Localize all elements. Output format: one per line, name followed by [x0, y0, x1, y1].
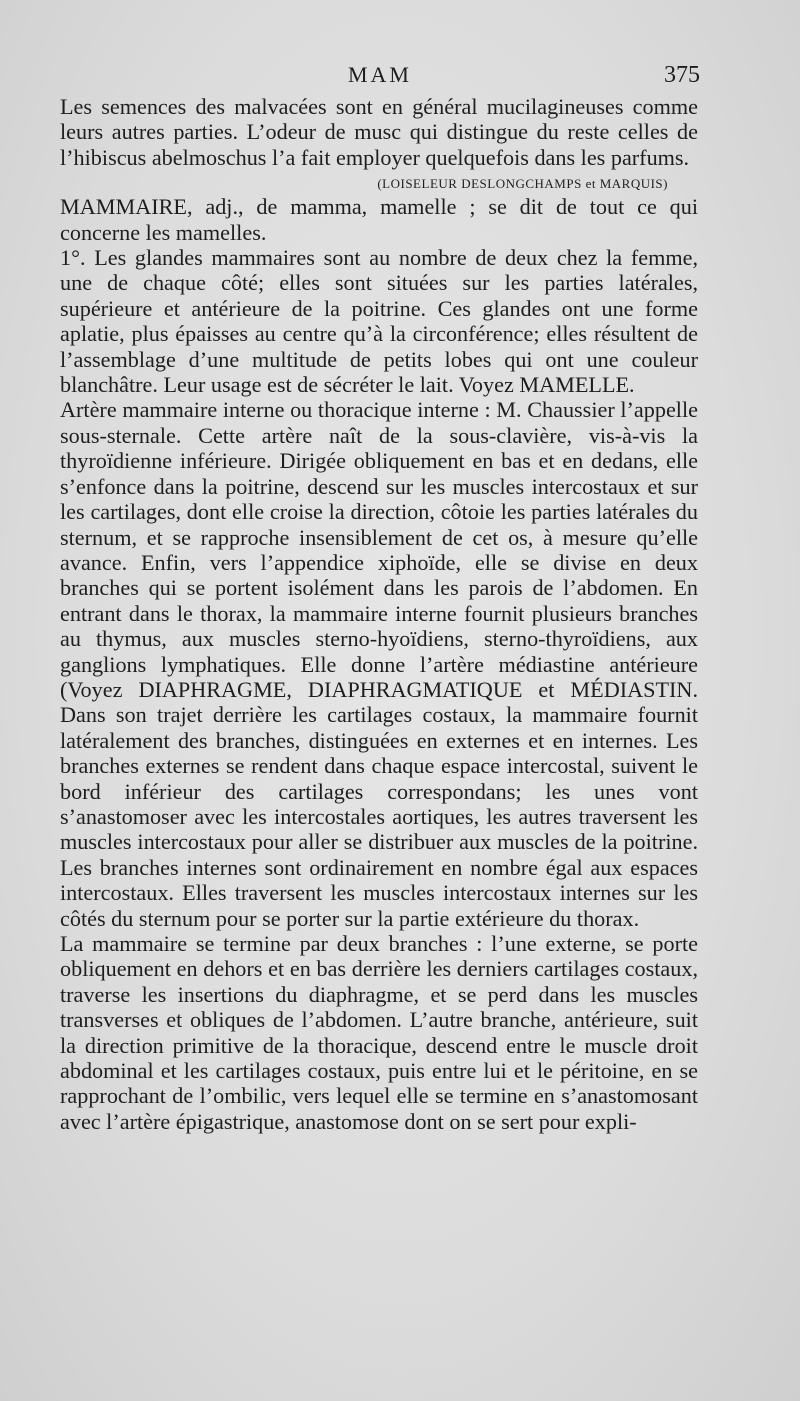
author-attribution: (LOISELEUR DESLONGCHAMPS et MARQUIS) — [377, 176, 668, 192]
paragraph-terminaison: La mammaire se termine par deux branches : l’une externe, se porte obliquement en dehors et en bas derrière les derniers cartilages costaux, traverse les insertions du diaphragme, et se perd dans les muscles transverses et obliques de l’abdomen. L’autre branche, antérieure, suit la direction primitive de la thoracique, descend entre le muscle droit abdominal et les cartilages costaux, puis entre lui et le péritoine, en se rapprochant de l’ombilic, vers lequel elle se termine en s’anastomosant avec l’artère épigastrique, anastomose dont on se sert pour expli- — [60, 931, 698, 1134]
paragraph-glandes-mammaires: 1°. Les glandes mammaires sont au nombre de deux chez la femme, une de chaque côté; elles sont situées sur les parties latérales, supérieure et antérieure de la poitrine. Ces glandes ont une forme aplatie, plus épaisses au centre qu’à la circonférence; elles résultent de l’assemblage d’une multitude de petits lobes qui ont une couleur blanchâtre. Leur usage est de sécréter le lait. Voyez MAMELLE. — [60, 245, 698, 398]
body-text — [60, 94, 698, 1134]
page-number: 375 — [664, 62, 700, 88]
page-header — [60, 62, 700, 92]
paragraph-artere-mammaire: Artère mammaire interne ou thoracique interne : M. Chaussier l’appelle sous-sternale. Cette artère naît de la sous-clavière, vis-à-vis la thyroïdienne inférieure. Dirigée obliquement en bas et en dedans, elle s’enfonce dans la poitrine, descend sur les muscles intercostaux et sur les cartilages, dont elle croise la direction, côtoie les parties latérales du sternum, et se rapproche insensiblement de cet os, à mesure qu’elle avance. Enfin, vers l’appendice xiphoïde, elle se divise en deux branches qui se portent isolément dans les parois de l’abdomen. En entrant dans le thorax, la mammaire interne fournit plusieurs branches au thymus, aux muscles sterno-hyoïdiens, sterno-thyroïdiens, aux ganglions lymphatiques. Elle donne l’artère médiastine antérieure (Voyez DIAPHRAGME, DIAPHRAGMATIQUE et MÉDIASTIN. Dans son trajet derrière les cartilages costaux, la mammaire fournit latéralement des branches, distinguées en externes et en internes. Les branches externes se rendent dans chaque espace intercostal, suivent le bord inférieur des cartilages correspondans; les unes vont s’anastomoser avec les intercostales aortiques, les autres traversent les muscles intercostaux pour aller se distribuer aux muscles de la poitrine. Les branches internes sont ordinairement en nombre égal aux espaces intercostaux. Elles traversent les muscles intercostaux internes sur les côtés du sternum pour se porter sur la partie extérieure du thorax. — [60, 397, 698, 931]
paragraph-malvacees: Les semences des malvacées sont en général mucilagineuses comme leurs autres parties. L’odeur de musc qui distingue du reste celles de l’hibiscus abelmoschus l’a fait employer quelquefois dans les parfums. — [60, 94, 698, 170]
running-head: MAM — [347, 62, 412, 87]
entry-mammaire: MAMMAIRE, adj., de mamma, mamelle ; se dit de tout ce qui concerne les mamelles. — [60, 194, 698, 245]
